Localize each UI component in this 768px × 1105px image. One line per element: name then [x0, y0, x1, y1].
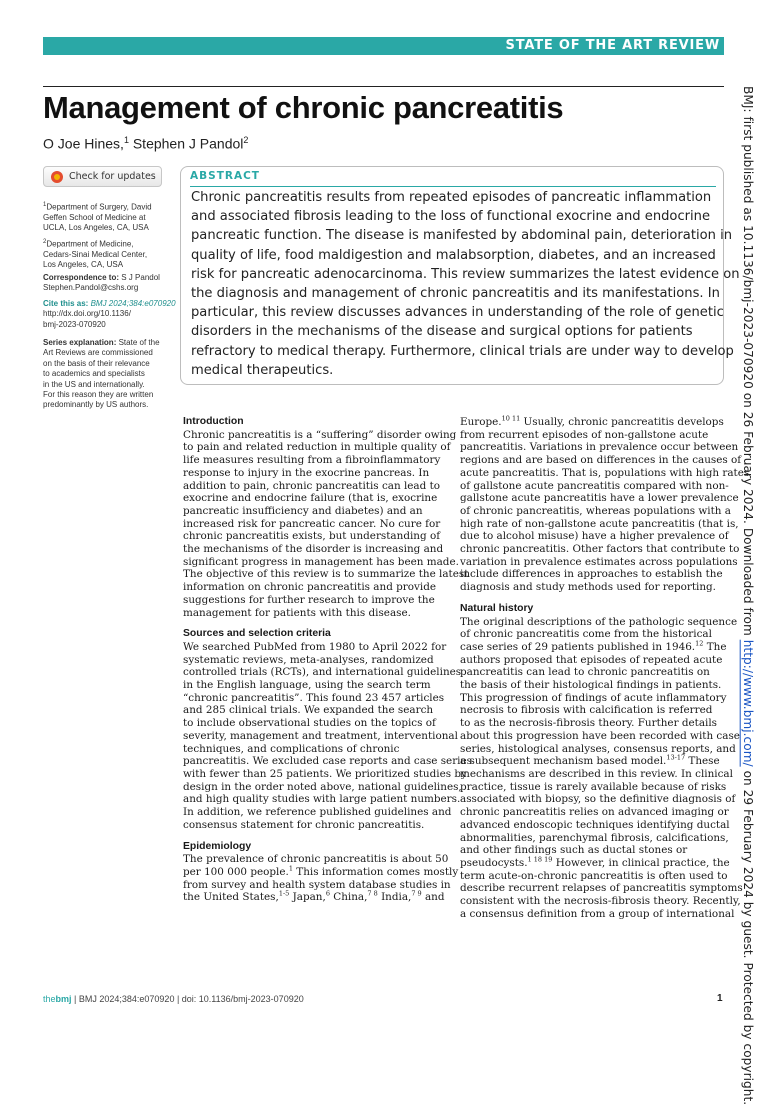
author-name[interactable]: O Joe Hines,: [43, 135, 124, 152]
download-notice: BMJ: first published as 10.1136/bmj-2023-070920 on 26 February 2024. Downloaded from http://www.bmj.com/ on 29 February 2024 by guest. Protected by copyright.: [741, 86, 755, 1105]
affiliation-1: $^1$Department of Surgery, David Geffen School of Medicine at UCLA, Los Angeles, CA, USA: [43, 202, 152, 233]
check-for-updates-label: Check for updates: [69, 171, 156, 182]
brand-logo-the: the: [43, 994, 56, 1004]
citation-ref[interactable]: 7 9: [411, 889, 422, 898]
series-explanation: Series explanation: State of the Art Reviews are commissioned on the basis of their relevance to academics and specialists in the US and internationally. For this reason they are written predominantly by US authors.: [43, 338, 160, 410]
doi-link[interactable]: http://dx.doi.org/10.1136/: [43, 309, 131, 319]
affiliation-2: $^2$Department of Medicine, Cedars-Sinai Medical Center, Los Angeles, CA, USA: [43, 239, 148, 270]
abstract-rule: [190, 186, 716, 187]
author-list: [43, 135, 248, 152]
page-number: 1: [717, 993, 723, 1004]
section-heading-natural-history: Natural history: [460, 602, 534, 614]
abstract-text: Chronic pancreatitis results from repeated episodes of pancreatic inflammation and associated fibrosis leading to the loss of functional exocrine and endocrine pancreatic function. The disease is manifested by abdominal pain, deterioration in quality of life, food maldigestion and malabsorption, diabetes, and an increased risk for pancreatic adenocarcinoma. This review summarizes the latest evidence on the diagnosis and management of chronic pancreatitis and its manifestations. In particular, this review discusses advances in understanding of the role of genetic disorders in the mechanisms of the disease and surgical options for patients refractory to medical therapy. Furthermore, clinical trials are under way to develop medical therapeutics.: [191, 190, 740, 378]
banner-label: STATE OF THE ART REVIEW: [505, 38, 720, 53]
section-heading-epidemiology: Epidemiology: [183, 840, 252, 852]
citation-ref[interactable]: 6: [325, 889, 330, 898]
abstract-heading: ABSTRACT: [190, 170, 260, 182]
citation-ref[interactable]: 13-17: [666, 753, 686, 762]
cite-as: Cite this as: BMJ 2024;384:e070920 http://dx.doi.org/10.1136/ bmj-2023-070920: [43, 299, 176, 329]
brand-logo-bmj: bmj: [55, 994, 72, 1004]
author-affil-sup: 1: [123, 135, 129, 145]
correspondence-email[interactable]: Stephen.Pandol@cshs.org: [43, 283, 139, 293]
bmj-link[interactable]: http://www.bmj.com/: [741, 639, 755, 767]
doi-link-cont[interactable]: bmj-2023-070920: [43, 319, 106, 329]
section-heading-sources: Sources and selection criteria: [183, 628, 331, 640]
header-rule: [43, 86, 724, 87]
citation-ref[interactable]: 1 18 19: [527, 855, 553, 864]
citation-ref[interactable]: 7 8: [367, 889, 378, 898]
citation-ref[interactable]: 1: [288, 864, 293, 873]
citation-ref[interactable]: 10 11: [501, 414, 521, 423]
citation-ref[interactable]: 1-5: [278, 889, 290, 898]
section-heading-introduction: Introduction: [183, 416, 244, 427]
check-for-updates-button[interactable]: [43, 166, 162, 187]
section-banner: [43, 37, 724, 55]
author-name[interactable]: Stephen J Pandol: [132, 135, 244, 152]
author-affil-sup: 2: [243, 135, 249, 145]
left-column: Introduction Chronic pancreatitis is a “suffering” disorder owing to pain and related reduction in multiple quality of life measures resulting from a fibroinflammatory response to injury in the exocrine pancreas. In addition to pain, chronic pancreatitis can lead to exocrine and endocrine failure (that is, exocrine pancreatic insufficiency and diabetes) and an increased risk for pancreatic cancer. No cure for chronic pancreatitis exists, but understanding of the mechanisms of the disorder is increasing and significant progress in management has been made. The objective of this review is to summarize the latest information on chronic pancreatitis and provide suggestions for further research to improve the management for patients with this disease. Sources and selection criteria We searched PubMed from 1980 to April 2022 for systematic reviews, meta-analyses, randomized controlled trials (RCTs), and international guidelines in the English language, using the search term “chronic pancreatitis”. This found 23 457 articles and 285 clinical trials. We expanded the search to include observational studies on the topics of severity, management and treatment, interventional techniques, and complications of chronic pancreatitis. We excluded case reports and case series with fewer than 25 patients. We prioritized studies by design in the order noted above, national guidelines, and high quality studies with large patient numbers. In addition, we reference published guidelines and consensus statement for chronic pancreatitis. Epidemiology The prevalence of chronic pancreatitis is about 50 per 100 000 people.$^1$ This information comes mostly from survey and health system database studies in the United States,$^{1-5}$ Japan,$^6$ China,$^{7 8}$ India,$^{7 9}$ and: [183, 416, 472, 904]
crossmark-icon: [51, 171, 63, 183]
right-column: Europe.$^{10 11}$ Usually, chronic pancreatitis develops from recurrent episodes of non-gallstone acute pancreatitis. Variations in prevalence occur between regions and are based on differences in the causes of acute pancreatitis. That is, populations with high rates of gallstone acute pancreatitis compared with non- gallstone acute pancreatitis have a lower prevalence of chronic pancreatitis, whereas populations with a high rate of non-gallstone acute pancreatitis (that is, due to alcohol misuse) have a higher prevalence of chronic pancreatitis. Other factors that contribute to variation in prevalence estimates across populations include differences in approaches to establish the diagnosis and study methods used for reporting. Natural history The original descriptions of the pathologic sequence of chronic pancreatitis come from the historical case series of 29 patients published in 1946.12 The authors proposed that episodes of repeated acute pancreatitis can lead to chronic pancreatitis on the basis of their histological findings in patients. This progression of findings of acute inflammatory necrosis to fibrosis with calcification is referred to as the necrosis-fibrosis theory. Further details about this progression have been recorded with case series, histological analyses, consensus reports, and a subsequent mechanism based model.$^{13-17}$ These mechanisms are described in this review. In clinical practice, tissue is rarely available because of risks associated with biopsy, so the definitive diagnosis of chronic pancreatitis relies on advanced imaging or advanced endoscopic techniques identifying ductal abnormalities, parenchymal fibrosis, calcifications, and other findings such as ductal stones or pseudocysts.$^{1 18 19}$ However, in clinical practice, the term acute-on-chronic pancreatitis is often used to describe recurrent relapses of pancreatitis symptoms consistent with the necrosis-fibrosis theory. Recently, a consensus definition from a group of international: [460, 414, 750, 920]
footer-citation: thebmj | BMJ 2024;384:e070920 | doi: 10.1136/bmj-2023-070920: [43, 994, 304, 1004]
citation-ref[interactable]: 12: [695, 639, 704, 648]
correspondence: Correspondence to: S J Pandol Stephen.Pandol@cshs.org: [43, 273, 171, 294]
article-title: Management of chronic pancreatitis: [43, 90, 564, 125]
